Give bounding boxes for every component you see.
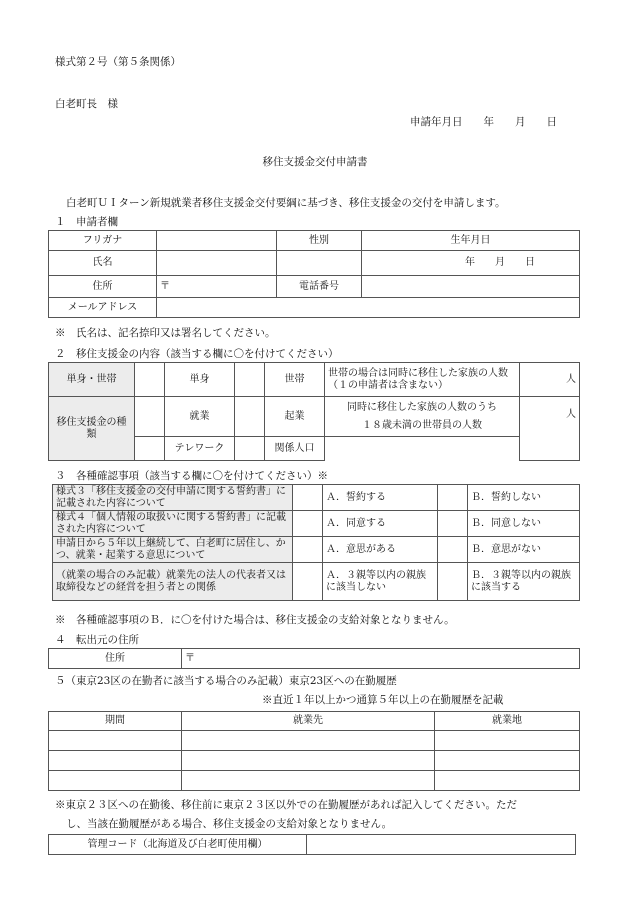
section5-note-line1: ※東京２３区への在勤後、移住前に東京２３区以外での在勤履歴があれば記入してください。ただ bbox=[55, 799, 517, 811]
previous-address-label: 住所 bbox=[49, 649, 182, 669]
confirm-b-check[interactable] bbox=[438, 511, 468, 537]
household-check[interactable] bbox=[235, 363, 265, 397]
startup-check[interactable] bbox=[235, 397, 265, 437]
under18-note: 同時に移住した家族の人数のうち １８歳未満の世帯員の人数 bbox=[325, 397, 520, 437]
period-field[interactable] bbox=[49, 751, 182, 771]
related-check[interactable] bbox=[235, 437, 265, 461]
employer-header: 就業先 bbox=[182, 712, 435, 731]
household-type-label: 単身・世帯 bbox=[49, 363, 135, 397]
name-field[interactable] bbox=[157, 251, 277, 276]
section2-heading: ２ 移住支援金の内容（該当する欄に〇を付けてください） bbox=[55, 348, 339, 360]
period-header: 期間 bbox=[49, 712, 182, 731]
section5-subnote: ※直近１年以上かつ通算５年以上の在勤履歴を記載 bbox=[262, 694, 504, 706]
confirm-a-check[interactable] bbox=[293, 485, 323, 511]
confirm-a-option: Ａ．誓約する bbox=[323, 485, 438, 511]
name-label: 氏名 bbox=[49, 251, 157, 276]
section1-note: ※ 氏名は、記名捺印又は署名してください。 bbox=[55, 327, 276, 339]
email-field[interactable] bbox=[157, 298, 580, 318]
intro-text: 白老町ＵＩターン新規就業者移住支援金交付要綱に基づき、移住支援金の交付を申請します。 bbox=[66, 197, 506, 209]
employer-field[interactable] bbox=[182, 751, 435, 771]
confirm-a-option: Ａ．同意する bbox=[323, 511, 438, 537]
applicant-table bbox=[48, 230, 580, 318]
confirm-row-label: （就業の場合のみ記載）就業先の法人の代表者又は取締役などの経営を担う者との関係 bbox=[53, 563, 293, 601]
household-label: 世帯 bbox=[265, 363, 325, 397]
management-code-label: 管理コード（北海道及び白老町使用欄） bbox=[49, 835, 307, 855]
section5-heading: ５（東京23区の在勤者に該当する場合のみ記載）東京23区への在勤履歴 bbox=[55, 675, 397, 687]
single-label: 単身 bbox=[165, 363, 235, 397]
confirm-row-label: 様式４「個人情報の取扱いに関する誓約書」に記載された内容について bbox=[53, 511, 293, 537]
section1-heading: １ 申請者欄 bbox=[55, 216, 118, 228]
confirm-b-option: Ｂ．意思がない bbox=[468, 537, 580, 563]
confirm-row-label: 様式３「移住支援金の交付申請に関する誓約書」に記載された内容について bbox=[53, 485, 293, 511]
confirm-b-option: Ｂ．３親等以内の親族に該当する bbox=[468, 563, 580, 601]
section5-note-line2: し、当該在勤履歴がある場合、移住支援金の支給対象となりません。 bbox=[66, 818, 393, 830]
confirm-a-option: Ａ．意思がある bbox=[323, 537, 438, 563]
confirm-a-check[interactable] bbox=[293, 511, 323, 537]
birthdate-label: 生年月日 bbox=[362, 231, 580, 251]
management-code-field[interactable] bbox=[307, 835, 576, 855]
location-field[interactable] bbox=[435, 751, 580, 771]
subsidy-content-table bbox=[48, 362, 580, 461]
postal-field[interactable]: 〒 bbox=[157, 276, 277, 298]
management-code-table bbox=[48, 834, 576, 855]
phone-label: 電話番号 bbox=[277, 276, 362, 298]
confirm-b-check[interactable] bbox=[438, 485, 468, 511]
under18-count-field[interactable]: 人 bbox=[520, 397, 580, 461]
furigana-field[interactable] bbox=[157, 231, 277, 251]
location-header: 就業地 bbox=[435, 712, 580, 731]
confirm-b-option: Ｂ．誓約しない bbox=[468, 485, 580, 511]
location-field[interactable] bbox=[435, 731, 580, 751]
gender-label: 性別 bbox=[277, 231, 362, 251]
confirm-b-check[interactable] bbox=[438, 537, 468, 563]
confirm-a-check[interactable] bbox=[293, 537, 323, 563]
section3-heading: ３ 各種確認事項（該当する欄に〇を付けてください）※ bbox=[55, 470, 328, 482]
confirm-a-check[interactable] bbox=[293, 563, 323, 601]
employment-label: 就業 bbox=[165, 397, 235, 437]
section3-note: ※ 各種確認事項のＢ．に〇を付けた場合は、移住支援金の支給対象となりません。 bbox=[55, 614, 455, 626]
email-label: メールアドレス bbox=[49, 298, 157, 318]
empty-cell bbox=[325, 437, 520, 461]
startup-label: 起業 bbox=[265, 397, 325, 437]
employment-check[interactable] bbox=[135, 397, 165, 437]
telework-check[interactable] bbox=[135, 437, 165, 461]
related-label: 関係人口 bbox=[265, 437, 325, 461]
work-history-table bbox=[48, 711, 580, 791]
family-count-field[interactable]: 人 bbox=[520, 363, 580, 397]
confirm-b-option: Ｂ．同意しない bbox=[468, 511, 580, 537]
employer-field[interactable] bbox=[182, 731, 435, 751]
period-field[interactable] bbox=[49, 731, 182, 751]
confirm-row-label: 申請日から５年以上継続して、白老町に居住し、かつ、就業・起業する意思について bbox=[53, 537, 293, 563]
confirm-a-option: Ａ．３親等以内の親族に該当しない bbox=[323, 563, 438, 601]
family-count-note: 世帯の場合は同時に移住した家族の人数（１の申請者は含まない） bbox=[325, 363, 520, 397]
single-check[interactable] bbox=[135, 363, 165, 397]
location-field[interactable] bbox=[435, 771, 580, 791]
birthdate-field[interactable]: 年 月 日 bbox=[362, 251, 580, 276]
furigana-label: フリガナ bbox=[49, 231, 157, 251]
subsidy-type-label: 移住支援金の種類 bbox=[49, 397, 135, 461]
telework-label: テレワーク bbox=[165, 437, 235, 461]
confirm-b-check[interactable] bbox=[438, 563, 468, 601]
page-title: 移住支援金交付申請書 bbox=[262, 156, 368, 168]
previous-address-field[interactable]: 〒 bbox=[182, 649, 580, 669]
employer-field[interactable] bbox=[182, 771, 435, 791]
gender-field[interactable] bbox=[277, 251, 362, 276]
confirmation-table bbox=[52, 484, 580, 601]
form-number: 様式第２号（第５条関係） bbox=[55, 56, 181, 68]
address-label: 住所 bbox=[49, 276, 157, 298]
addressee: 白老町長 様 bbox=[55, 98, 118, 110]
application-date: 申請年月日 年 月 日 bbox=[410, 116, 557, 128]
phone-field[interactable] bbox=[362, 276, 580, 298]
period-field[interactable] bbox=[49, 771, 182, 791]
previous-address-table bbox=[48, 648, 580, 669]
section4-heading: ４ 転出元の住所 bbox=[55, 634, 139, 646]
